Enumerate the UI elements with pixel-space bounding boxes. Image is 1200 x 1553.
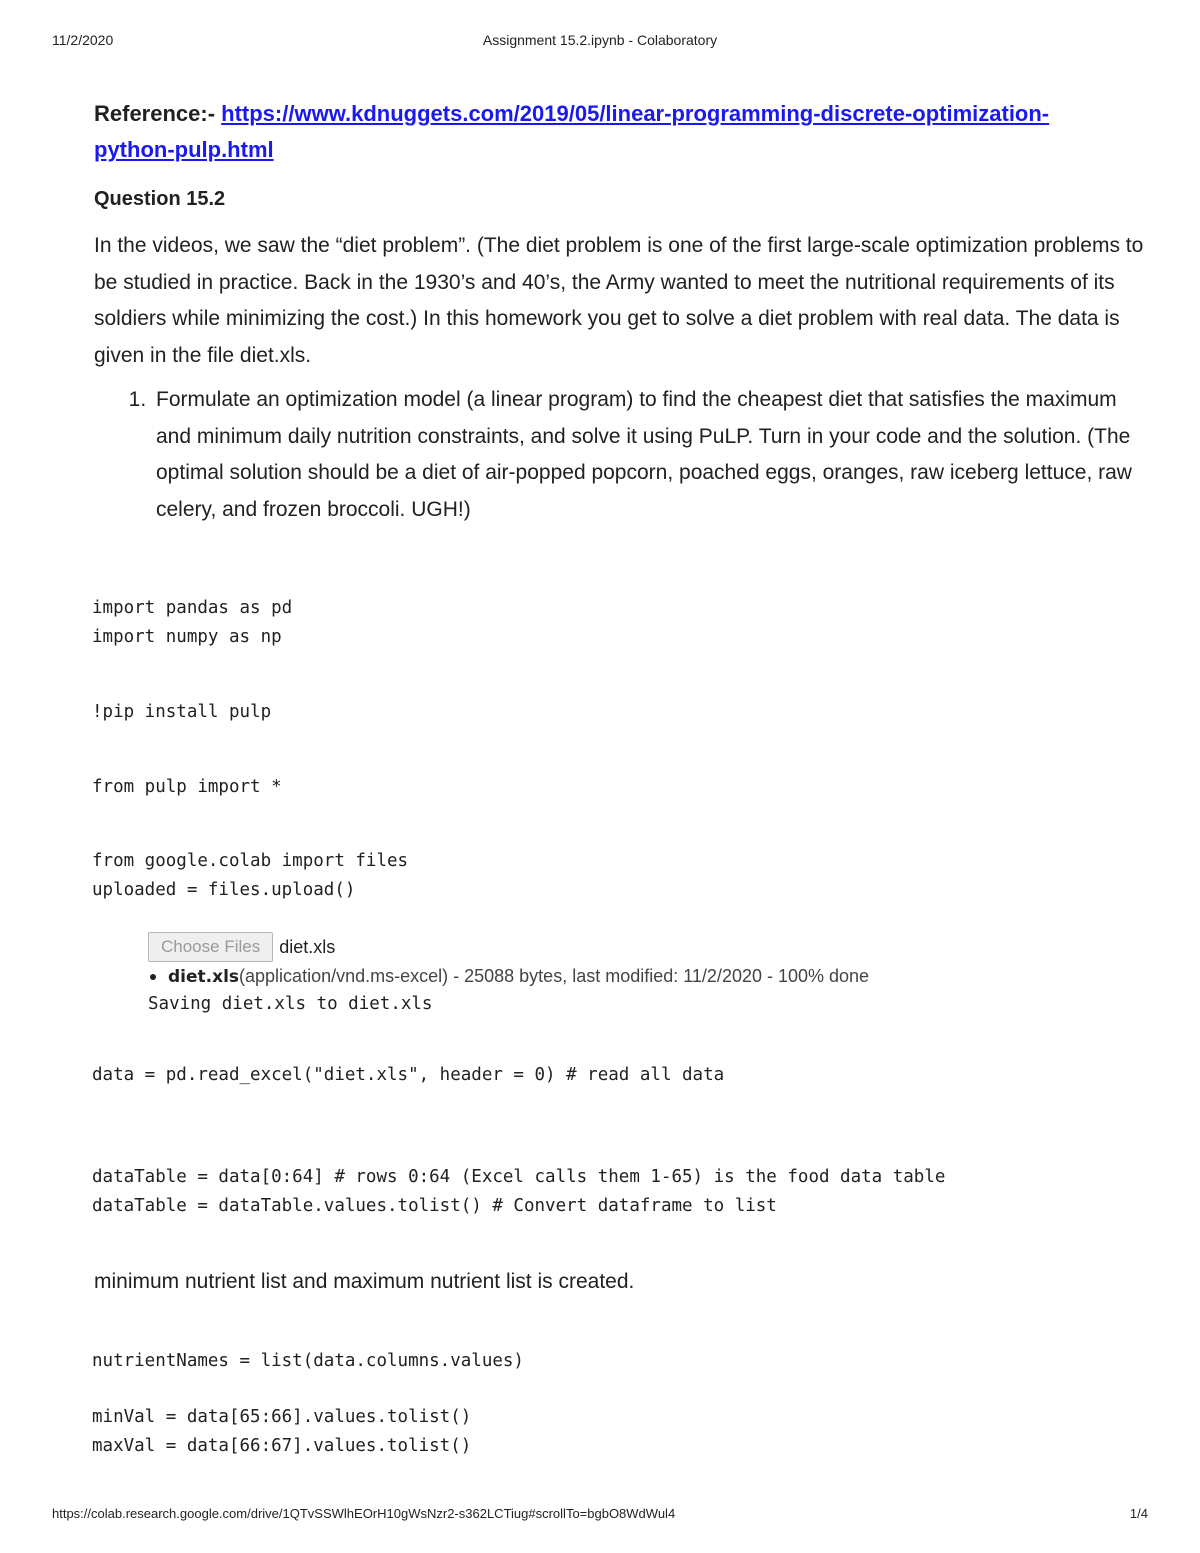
code-cell-imports[interactable]: import pandas as pd import numpy as np (92, 598, 293, 647)
choose-files-button[interactable]: Choose Files (148, 932, 273, 962)
question-heading: Question 15.2 (94, 188, 226, 210)
uploaded-file-details: (application/vnd.ms-excel) - 25088 bytes, last modified: 11/2/2020 - 100% done (239, 966, 870, 986)
selected-file-name: diet.xls (279, 936, 336, 957)
reference-link-part1: https://www.kdnuggets.com/2019/05/linear-programming-discrete-optimization- (221, 101, 1050, 126)
upload-output (148, 931, 1098, 1018)
uploaded-file-item (148, 963, 1098, 990)
uploaded-file-name: diet.xls (168, 967, 240, 987)
code-cell-nutrient-names[interactable]: nutrientNames = list(data.columns.values) (92, 1351, 524, 1371)
code-cell-read-excel[interactable]: data = pd.read_excel("diet.xls", header = 0) # read all data (92, 1065, 725, 1085)
code-cell-data-table[interactable]: dataTable = data[0:64] # rows 0:64 (Excel calls them 1-65) is the food data table dataTable = dataTable.values.tolist() # Convert dataframe to list (92, 1167, 946, 1216)
print-date: 11/2/2020 (52, 32, 114, 48)
question-item: 1. Formulate an optimization model (a linear program) to find the cheapest diet that satisfies the maximum and minimum daily nutrition constraints, and solve it using PuLP. Turn in your code and the solution. (The optimal solution should be a diet of air-popped popcorn, poached eggs, oranges, raw iceberg lettuce, raw celery, and frozen broccoli. UGH!) (152, 382, 1144, 528)
page-number: 1/4 (1129, 1506, 1148, 1521)
reference-link[interactable] (94, 101, 1049, 162)
saving-message: Saving diet.xls to diet.xls (148, 994, 433, 1014)
code-cell-colab-upload[interactable]: from google.colab import files uploaded = files.upload() (92, 851, 409, 900)
notebook-content (94, 96, 1144, 528)
code-cell-pip-install[interactable]: !pip install pulp (92, 702, 272, 722)
print-title: Assignment 15.2.ipynb - Colaboratory (482, 32, 718, 48)
bullet-icon (150, 974, 156, 980)
reference-link-part2: python-pulp.html (94, 137, 274, 162)
reference-label: Reference:- (94, 101, 222, 126)
reference-line (94, 96, 1144, 168)
markdown-nutrient-note: minimum nutrient list and maximum nutrient list is created. (94, 1270, 635, 1293)
code-cell-min-max[interactable]: minVal = data[65:66].values.tolist() maxVal = data[66:67].values.tolist() (92, 1407, 472, 1456)
code-cell-pulp-import[interactable]: from pulp import * (92, 777, 282, 797)
print-url: https://colab.research.google.com/drive/1QTvSSWlhEOrH10gWsNzr2-s362LCTiug#scrollTo=bgbO8WdWul4 (52, 1506, 676, 1521)
question-list (94, 382, 1144, 528)
upload-row (148, 931, 1098, 963)
question-paragraph: In the videos, we saw the “diet problem”. (The diet problem is one of the first large-scale optimization problems to be studied in practice. Back in the 1930’s and 40’s, the Army wanted to meet the nutritional requirements of its soldiers while minimizing the cost.) In this homework you get to solve a diet problem with real data. The data is given in the file diet.xls. (94, 234, 1144, 367)
print-header (0, 32, 1200, 52)
